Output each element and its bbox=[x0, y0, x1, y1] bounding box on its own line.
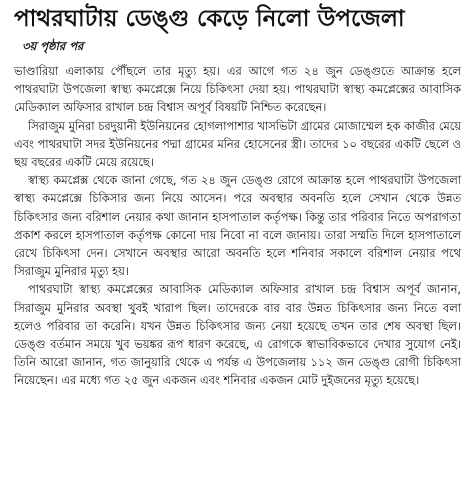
article-paragraph: স্বাস্থ্য কমপ্লেক্স থেকে জানা গেছে, গত ২৪ জুন ডেঙ্গু রোগে আক্রান্ত হলে পাথরঘাটা উপজেলা স্বাস্থ্য কমপ্লেক্সে চিকিসার জন্য নিয়ে আসেন। পরে অবস্থার অবনতি হলে সেখান থেকে উন্নত চিকিৎসার জন্য বরিশাল নেয়ার কথা জানান হাসপাতাল কর্তৃপক্ষ। কিন্তু তার পরিবার নিতে অপরাগতা প্রকাশ করলে হাসপাতাল কর্তৃপক্ষ কোনো দায় নিবো না বলে জানায়। তারা সম্মতি দিলে হাসপাতালে রেখে চিকিৎসা দেন। সেখানে অবস্থার আরো অবনতি হলে শনিবার সকালে বরিশাল নেয়ার পথে সিরাজুম মুনিরার মৃত্যু হয়। bbox=[14, 173, 461, 279]
article-body bbox=[14, 62, 461, 390]
article-paragraph: সিরাজুম মুনিরা চরদুয়ানী ইউনিয়নের হোগলাপাশার খাসভিটা গ্রামের মোজাম্মেল হক কাজীর মেয়ে এবং পাথরঘাটা সদর ইউনিয়নের পদ্মা গ্রামের মনির হোসেনের স্ত্রী। তাদের ১০ বছরের একটি ছেলে ও ছয় বছরের একটি মেয়ে রয়েছে। bbox=[14, 118, 461, 170]
continued-from-page-note: ৩য় পৃষ্ঠার পর bbox=[22, 39, 84, 53]
article-paragraph: ভাণ্ডারিয়া এলাকায় পৌঁছলে তার মৃত্যু হয়। এর আগে গত ২৪ জুন ডেঙ্গুতে আক্রান্ত হলে পাথরঘাটা উপজেলা স্বাস্থ্য কমপ্লেক্সে নিয়ে চিকিৎসা দেয়া হয়। পাথরঘাটা স্বাস্থ্য কমপ্লেক্সের আবাসিক মেডিক্যাল অফিসার রাখাল চন্দ্র বিশ্বাস অপূর্ব বিষয়টি নিশ্চিত করেছেন। bbox=[14, 64, 461, 115]
article-paragraph: পাথরঘাটা স্বাস্থ্য কমপ্লেক্সের আবাসিক মেডিক্যাল অফিসার রাখাল চন্দ্র বিশ্বাস অপূর্ব জানান, সিরাজুম মুনিরার অবস্থা খুবই খারাপ ছিল। তাদেরকে বার বার উন্নত চিকিৎসার জন্য নিতে বলা হলেও পরিবার তা করেনি। যখন উন্নত চিকিৎসার জন্য নেয়া হয়েছে তখন তার শেষ অবস্থা ছিল। ডেঙ্গু বর্তমান সময়ে খুব ভয়ঙ্কর রূপ ধারণ করেছে, এ রোগকে স্বাভাবিকভাবে দেখার সুযোগ নেই। তিনি আরো জানান, গত জানুয়ারি থেকে এ পর্যন্ত এ উপজেলায় ১১২ জন ডেঙ্গু রোগী চিকিৎসা নিয়েছেন। এর মধ্যে গত ২৫ জুন একজন এবং শনিবার একজন মোট দুইজনের মৃত্যু হয়েছে। bbox=[14, 282, 461, 388]
article-headline: পাথরঘাটায় ডেঙ্গু কেড়ে নিলো উপজেলা bbox=[14, 6, 405, 32]
